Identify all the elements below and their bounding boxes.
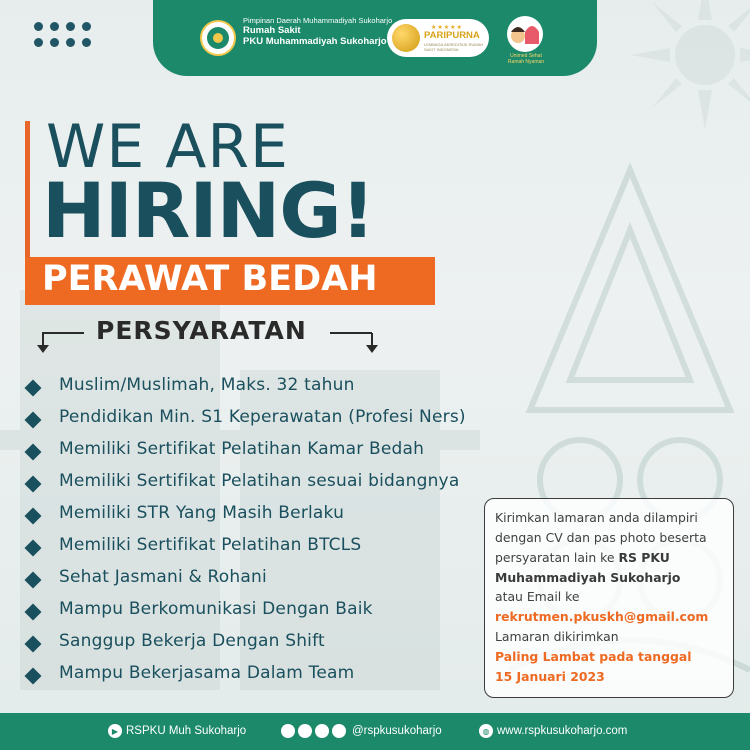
list-item xyxy=(24,372,494,404)
position-title: PERAWAT BEDAH xyxy=(42,259,378,299)
info-line-4: Muhammadiyah Sukoharjo xyxy=(495,569,681,585)
org-sub-label: Pimpinan Daerah Muhammadiyah Sukoharjo xyxy=(243,16,393,25)
info-line-7: Lamaran dikirimkan xyxy=(495,629,619,645)
requirement-text: Mampu Berkomunikasi Dengan Baik xyxy=(59,599,373,619)
headline-accent-bar xyxy=(25,121,30,268)
diamond-bullet-icon xyxy=(25,412,42,429)
deadline-label: Paling Lambat pada tanggal xyxy=(495,648,692,664)
website-url: www.rspkusukoharjo.com xyxy=(497,725,628,737)
sun-ornament-icon xyxy=(630,0,750,130)
requirement-text: Sehat Jasmani & Rohani xyxy=(59,567,267,587)
instagram-icon xyxy=(281,724,295,738)
org-line-1: Rumah Sakit xyxy=(243,25,301,36)
badge-title: PARIPURNA xyxy=(424,30,480,41)
social-icons xyxy=(281,724,346,738)
info-line-2: dengan CV dan pas photo beserta xyxy=(495,529,707,545)
footer-youtube[interactable] xyxy=(108,724,246,738)
list-item xyxy=(24,628,494,660)
muhammadiyah-logo-icon xyxy=(200,20,236,56)
email-address[interactable]: rekrutmen.pkuskh@gmail.com xyxy=(495,609,709,625)
list-item xyxy=(24,436,494,468)
diamond-bullet-icon xyxy=(25,572,42,589)
info-line-3-prefix: persyaratan lain ke xyxy=(495,549,619,565)
hospital-name xyxy=(243,16,392,48)
list-item xyxy=(24,404,494,436)
footer-website[interactable] xyxy=(479,724,627,738)
diamond-bullet-icon xyxy=(25,540,42,557)
requirement-text: Muslim/Muslimah, Maks. 32 tahun xyxy=(59,375,355,395)
badge-stars: ★★★★★ xyxy=(431,24,463,31)
youtube-channel: RSPKU Muh Sukoharjo xyxy=(126,725,247,737)
arrow-down-icon xyxy=(366,333,378,353)
requirement-text: Memiliki STR Yang Masih Berlaku xyxy=(59,503,345,523)
list-item xyxy=(24,500,494,532)
badge-subtitle: LEMBAGA AKREDITASI RUMAH SAKIT INDONESIA xyxy=(424,42,484,52)
info-line-1: Kirimkan lamaran anda dilampiri xyxy=(495,510,698,525)
hospital-name-bold: RS PKU xyxy=(618,549,670,565)
tiktok-icon xyxy=(332,724,346,738)
info-line-5: atau Email ke xyxy=(495,589,580,605)
requirements-heading: PERSYARATAN xyxy=(96,316,307,345)
requirement-text: Memiliki Sertifikat Pelatihan BTCLS xyxy=(59,535,362,555)
requirement-text: Mampu Bekerjasama Dalam Team xyxy=(59,663,355,683)
requirement-text: Memiliki Sertifikat Pelatihan sesuai bidangnya xyxy=(59,471,460,491)
org-line-2: PKU Muhammadiyah Sukoharjo xyxy=(243,36,387,48)
diamond-bullet-icon xyxy=(25,636,42,653)
list-item xyxy=(24,596,494,628)
list-item xyxy=(24,468,494,500)
footer-social[interactable] xyxy=(281,724,442,738)
dots-icon xyxy=(34,22,94,48)
social-handle: @rspkusukoharjo xyxy=(352,725,442,737)
list-item xyxy=(24,564,494,596)
diamond-bullet-icon xyxy=(25,380,42,397)
diamond-bullet-icon xyxy=(25,476,42,493)
info-line-3 xyxy=(495,548,723,568)
facebook-icon xyxy=(298,724,312,738)
badge-coin-icon xyxy=(392,24,420,52)
diamond-bullet-icon xyxy=(25,604,42,621)
globe-icon: ◍ xyxy=(479,724,493,738)
paripurna-badge-icon xyxy=(387,19,489,57)
requirements-list xyxy=(24,372,494,692)
list-item xyxy=(24,660,494,692)
arrow-down-icon xyxy=(37,333,49,353)
diamond-bullet-icon xyxy=(25,444,42,461)
application-info-card xyxy=(484,498,734,698)
twitter-icon xyxy=(315,724,329,738)
requirement-text: Pendidikan Min. S1 Keperawatan (Profesi Ners) xyxy=(59,407,466,427)
youtube-icon: ▶ xyxy=(108,724,122,738)
mascot-caption: Unimed Sehat Ramah Nyaman xyxy=(507,53,545,65)
top-header xyxy=(153,0,597,76)
requirement-text: Memiliki Sertifikat Pelatihan Kamar Bedah xyxy=(59,439,425,459)
headline-hiring: HIRING! xyxy=(42,166,375,255)
diamond-bullet-icon xyxy=(25,508,42,525)
list-item xyxy=(24,532,494,564)
deadline-date: 15 Januari 2023 xyxy=(495,668,605,684)
headline-we-are: WE ARE xyxy=(46,112,289,182)
diamond-bullet-icon xyxy=(25,668,42,685)
footer-bar xyxy=(0,713,750,750)
requirement-text: Sanggup Bekerja Dengan Shift xyxy=(59,631,325,651)
